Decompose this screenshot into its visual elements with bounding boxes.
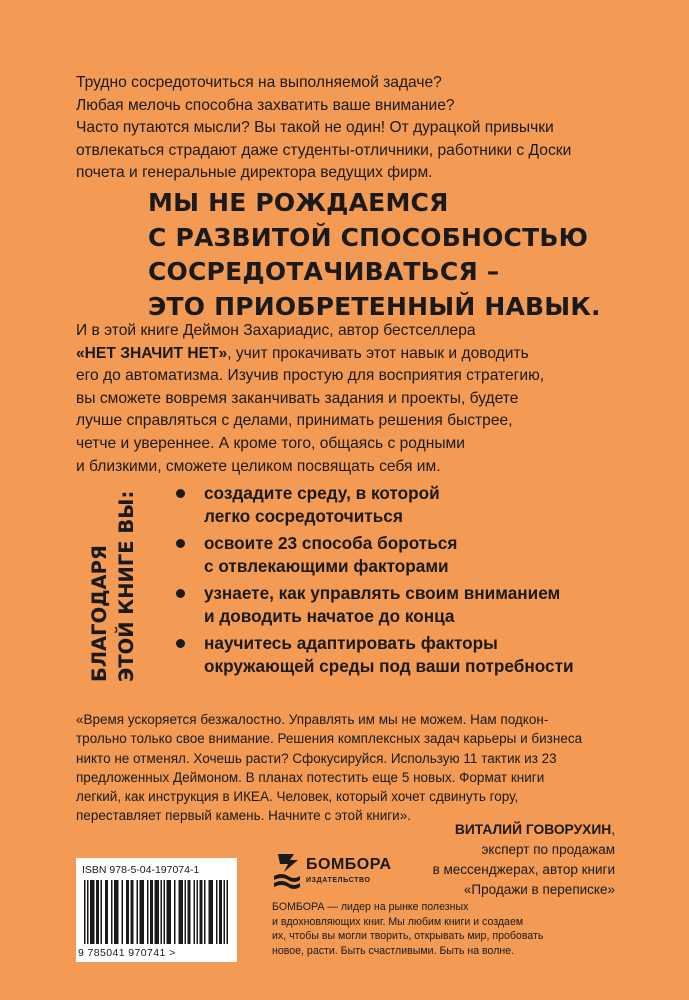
barcode-bar	[84, 880, 86, 944]
barcode-bar	[128, 880, 130, 944]
testimonial-quote	[76, 710, 616, 826]
barcode-bar	[219, 880, 221, 944]
body-line: лучше справляться с делами, принимать решения быстрее,	[76, 412, 513, 430]
benefit-line: легко сосредоточиться	[204, 505, 403, 526]
barcode-bar	[201, 880, 203, 944]
barcode-bar	[150, 880, 152, 944]
quote-line: легкий, как инструкция в ИКЕА. Человек, который хочет сдвинуть гору,	[76, 789, 519, 805]
benefits-heading-line: ЭТОЙ КНИГЕ ВЫ:	[115, 490, 138, 682]
book-title: «НЕТ ЗНАЧИТ НЕТ»	[76, 344, 228, 362]
barcode-bar	[158, 880, 160, 944]
logo-subtext: ИЗДАТЕЛЬСТВО	[306, 877, 371, 884]
barcode-bar	[221, 880, 223, 944]
body-line: и близкими, сможете целиком посвящать себя им.	[76, 457, 441, 475]
barcode-bar	[98, 880, 100, 944]
intro-line: отвлекаться страдают даже студенты-отличники, работники с Доски	[76, 141, 572, 159]
quote-line: переставляет первый камень. Начните с этой книги».	[76, 808, 411, 824]
benefits-list	[172, 482, 672, 682]
barcode-bar	[200, 880, 202, 944]
quote-line: никто не отменял. Хочешь расти? Сфокусируйся. Использую 11 тактик из 23	[76, 750, 557, 766]
publisher-description	[272, 900, 672, 958]
barcode-bar	[155, 880, 157, 944]
intro-paragraph	[76, 72, 636, 185]
barcode-bar	[227, 880, 229, 944]
author-title-line: «Продажи в переписке»	[463, 882, 615, 897]
barcode-bar	[170, 880, 172, 944]
barcode-bar	[147, 880, 149, 944]
publisher-line: новое, расти. Быть счастливыми. Быть на волне.	[272, 944, 515, 957]
barcode-bar	[204, 880, 206, 944]
barcode-bar	[189, 880, 191, 944]
isbn-number: ISBN 978-5-04-197074-1	[82, 864, 200, 876]
headline-line: ЭТО ПРИОБРЕТЕННЫЙ НАВЫК.	[148, 291, 601, 321]
barcode-bar	[161, 880, 163, 944]
headline-line: С РАЗВИТОЙ СПОСОБНОСТЬЮ	[148, 222, 589, 252]
bullet-icon	[176, 589, 185, 598]
barcode-bar	[117, 880, 119, 944]
publisher-line: и вдохновляющих книг. Мы любим книги и создаем	[272, 915, 524, 928]
body-line	[76, 343, 636, 366]
barcode-bar	[107, 880, 109, 944]
barcode-bar	[174, 880, 176, 944]
bombora-logo-icon	[272, 850, 302, 890]
barcode-bar	[101, 880, 103, 944]
quote-line: предложенных Деймоном. В планах потестить еще 5 новых. Формат книги	[76, 769, 545, 785]
bullet-icon	[176, 639, 185, 648]
intro-line: Любая мелочь способна захватить ваше внимание?	[76, 96, 455, 114]
barcode-bar	[126, 880, 128, 944]
body-line: И в этой книге Деймон Захариадис, автор бестселлера	[76, 322, 476, 339]
barcode-bar	[212, 880, 214, 944]
body-line: четче и увереннее. А кроме того, общаясь с родными	[76, 434, 465, 452]
barcode-bar	[141, 880, 143, 944]
benefit-item	[172, 482, 672, 528]
bullet-icon	[176, 539, 185, 548]
logo-text: БОМБОРА	[306, 856, 392, 873]
barcode-bar	[90, 880, 92, 944]
benefit-line: узнаете, как управлять своим вниманием	[204, 582, 561, 603]
publisher-logo	[272, 848, 432, 898]
headline-line: СОСРЕДОТАЧИВАТЬСЯ –	[148, 257, 500, 286]
barcode-bar	[168, 880, 170, 944]
barcode-bar	[179, 880, 181, 944]
author-name: ВИТАЛИЙ ГОВОРУХИН	[454, 822, 612, 837]
barcode-bar	[197, 880, 199, 944]
benefits-heading	[86, 482, 140, 682]
barcode-bar	[105, 880, 107, 944]
barcode-bar	[216, 880, 218, 944]
barcode-bar	[182, 880, 184, 944]
barcode-bar	[194, 880, 196, 944]
barcode-bar	[132, 880, 134, 944]
barcode-bar	[92, 880, 94, 944]
benefit-line: научитесь адаптировать факторы	[204, 632, 498, 653]
publisher-line: их, чтобы вы могли творить, открывать мир, пробовать	[272, 930, 544, 943]
barcode-bar	[116, 880, 118, 944]
barcode-bar	[111, 880, 113, 944]
barcode-bar	[114, 880, 116, 944]
bullet-icon	[176, 489, 185, 498]
barcode-bar	[87, 880, 89, 944]
body-paragraph	[76, 320, 636, 478]
benefit-line: освоите 23 способа бороться	[204, 532, 458, 553]
intro-line: почета и генеральные директора ведущих фирм.	[76, 164, 433, 181]
benefit-line: и доводить начатое до конца	[204, 605, 455, 626]
headline-line: МЫ НЕ РОЖДАЕМСЯ	[148, 188, 449, 217]
author-name-suffix: ,	[611, 822, 615, 837]
barcode-bar	[140, 880, 142, 944]
benefit-item	[172, 532, 672, 578]
barcode-digits: 9 785041 970741 >	[78, 947, 176, 959]
benefit-line: создадите среду, в которой	[204, 483, 440, 503]
barcode-bar	[188, 880, 190, 944]
barcode	[76, 858, 237, 962]
barcode-bar	[210, 880, 212, 944]
intro-line: Часто путаются мысли? Вы такой не один! От дурацкой привычки	[76, 119, 554, 136]
benefit-item	[172, 632, 672, 678]
quote-line: «Время ускоряется безжалостно. Управлять им мы не можем. Нам подкон-	[76, 712, 549, 727]
barcode-bar	[137, 880, 139, 944]
body-line: вы сможете вовремя заканчивать задания и проекты, будете	[76, 389, 519, 407]
intro-line: Трудно сосредоточиться на выполняемой задаче?	[76, 74, 442, 91]
barcode-bar	[93, 880, 95, 944]
barcode-bar	[164, 880, 166, 944]
barcode-bar	[152, 880, 154, 944]
barcode-bar	[185, 880, 187, 944]
body-line-rest: , учит прокачивать этот навык и доводить	[227, 344, 529, 362]
barcode-bar	[131, 880, 133, 944]
publisher-line: БОМБОРА — лидер на рынке полезных	[272, 901, 469, 913]
barcode-bar	[122, 880, 124, 944]
headline	[148, 186, 668, 324]
barcode-bar	[156, 880, 158, 944]
barcode-bar	[96, 880, 98, 944]
barcode-bar	[224, 880, 226, 944]
body-line: его до автоматизма. Изучив простую для восприятия стратегию,	[76, 367, 545, 385]
benefit-item	[172, 582, 672, 628]
benefit-line: с отвлекающими факторами	[204, 555, 449, 576]
barcode-bar	[143, 880, 145, 944]
benefits-heading-line: БЛАГОДАРЯ	[88, 545, 111, 682]
barcode-bar	[180, 880, 182, 944]
benefit-line: окружающей среды под ваши потребности	[204, 655, 574, 676]
barcode-bar	[167, 880, 169, 944]
quote-author	[433, 820, 615, 900]
author-title-line: эксперт по продажам	[481, 842, 615, 857]
author-title-line: в мессенджерах, автор книги	[432, 862, 615, 877]
barcode-bar	[209, 880, 211, 944]
quote-line: трольно только свое внимание. Решения комплексных задач карьеры и бизнеса	[76, 731, 583, 747]
